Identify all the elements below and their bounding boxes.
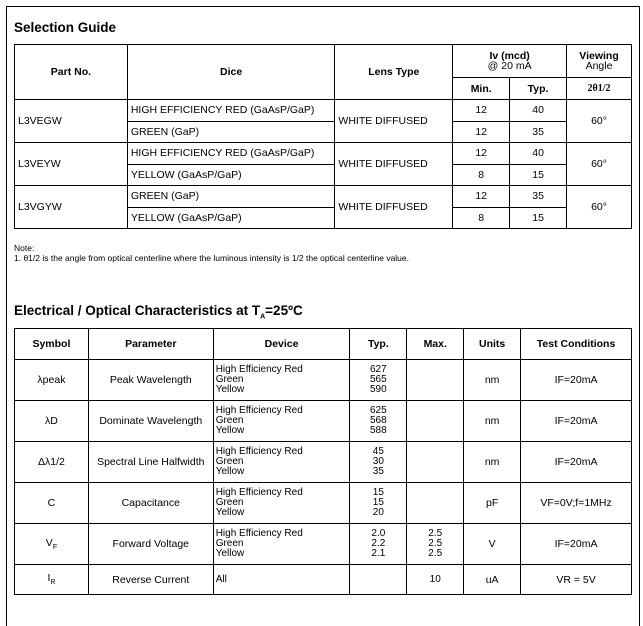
test-conditions-cell: IF=20mA <box>521 524 632 565</box>
parameter-cell: Spectral Line Halfwidth <box>88 442 213 483</box>
device-cell <box>213 360 350 401</box>
typ-value: 2.0 <box>371 528 386 539</box>
header-parameter: Parameter <box>88 329 213 360</box>
header-symbol: Symbol <box>15 329 89 360</box>
selection-row <box>15 143 632 165</box>
device-line: High Efficiency Red <box>215 487 303 498</box>
test-conditions-cell: IF=20mA <box>521 401 632 442</box>
header-part-no: Part No. <box>15 45 128 100</box>
parameter-cell: Capacitance <box>88 483 213 524</box>
viewing-angle-cell: 60° <box>567 100 632 143</box>
header-max: Max. <box>407 329 464 360</box>
header-min: Min. <box>453 78 510 100</box>
electrical-row <box>15 442 632 483</box>
note-text: 1. θ1/2 is the angle from optical centerline where the luminous intensity is 1/2 the optical centerline value. <box>14 253 410 263</box>
device-line: Yellow <box>215 466 245 477</box>
typ-cell <box>350 483 407 524</box>
header-typ: Typ. <box>350 329 407 360</box>
note-label: Note: <box>14 243 35 253</box>
symbol-text: λpeak <box>37 374 66 386</box>
selection-row <box>15 186 632 208</box>
device-line: Yellow <box>215 548 245 559</box>
header-viewing-line1: Viewing <box>579 50 619 62</box>
iv-min-cell: 12 <box>453 186 510 208</box>
typ-value: 588 <box>370 425 387 436</box>
viewing-angle-cell: 60° <box>567 186 632 229</box>
device-line: High Efficiency Red <box>215 364 303 375</box>
max-value: 10 <box>429 573 441 585</box>
symbol-text: λD <box>45 415 58 427</box>
units-cell: nm <box>464 442 521 483</box>
selection-row <box>15 100 632 122</box>
symbol-subscript: R <box>50 579 56 587</box>
electrical-row <box>15 483 632 524</box>
device-line: Yellow <box>215 507 245 518</box>
typ-value: 45 <box>372 446 384 457</box>
device-line: Green <box>215 415 244 426</box>
part-number-cell: L3VEGW <box>15 100 128 143</box>
device-line: High Efficiency Red <box>215 446 303 457</box>
header-iv-line1: Iv (mcd) <box>489 50 530 62</box>
iv-typ-cell: 40 <box>510 143 567 165</box>
dice-cell: GREEN (GaP) <box>127 186 335 208</box>
typ-value: 15 <box>372 497 384 508</box>
symbol-cell <box>15 565 89 595</box>
symbol-cell <box>15 483 89 524</box>
electrical-row <box>15 360 632 401</box>
lens-type-cell: WHITE DIFFUSED <box>335 186 453 229</box>
units-cell: V <box>464 524 521 565</box>
device-cell <box>213 524 350 565</box>
test-conditions-cell: VR = 5V <box>521 565 632 595</box>
iv-typ-cell: 35 <box>510 186 567 208</box>
header-device: Device <box>213 329 350 360</box>
electrical-row <box>15 565 632 595</box>
typ-value: 15 <box>372 487 384 498</box>
header-viewing <box>567 45 632 78</box>
selection-guide-table <box>14 44 632 229</box>
header-units: Units <box>464 329 521 360</box>
typ-value: 590 <box>370 384 387 395</box>
device-line: All <box>215 573 227 585</box>
test-conditions-cell: IF=20mA <box>521 360 632 401</box>
iv-min-cell: 8 <box>453 164 510 186</box>
dice-cell: HIGH EFFICIENCY RED (GaAsP/GaP) <box>127 100 335 122</box>
max-cell <box>407 360 464 401</box>
electrical-row <box>15 401 632 442</box>
selection-guide-title: Selection Guide <box>14 20 117 35</box>
part-number-cell: L3VGYW <box>15 186 128 229</box>
electrical-title-sub: A <box>260 313 266 321</box>
selection-note <box>14 243 409 263</box>
typ-value: 627 <box>370 364 387 375</box>
test-conditions-cell: IF=20mA <box>521 442 632 483</box>
test-conditions-cell: VF=0V;f=1MHz <box>521 483 632 524</box>
parameter-cell: Reverse Current <box>88 565 213 595</box>
header-viewing-line2: Angle <box>585 60 613 72</box>
device-line: Green <box>215 538 244 549</box>
iv-min-cell: 12 <box>453 121 510 143</box>
typ-value: 2.1 <box>371 548 386 559</box>
max-value: 2.5 <box>428 528 443 539</box>
max-cell <box>407 565 464 595</box>
device-line: Green <box>215 497 244 508</box>
parameter-cell: Forward Voltage <box>88 524 213 565</box>
device-cell <box>213 483 350 524</box>
header-typ: Typ. <box>510 78 567 100</box>
symbol-text: C <box>47 497 56 509</box>
header-lens-type: Lens Type <box>335 45 453 100</box>
lens-type-cell: WHITE DIFFUSED <box>335 143 453 186</box>
viewing-angle-cell: 60° <box>567 143 632 186</box>
parameter-cell: Dominate Wavelength <box>88 401 213 442</box>
symbol-cell <box>15 524 89 565</box>
units-cell: nm <box>464 360 521 401</box>
iv-typ-cell: 15 <box>510 164 567 186</box>
header-iv-line2: @ 20 mA <box>487 60 532 72</box>
max-cell <box>407 401 464 442</box>
max-value: 2.5 <box>428 538 443 549</box>
device-line: High Efficiency Red <box>215 528 303 539</box>
dice-cell: YELLOW (GaAsP/GaP) <box>127 164 335 186</box>
symbol-text: Δλ1/2 <box>38 456 65 468</box>
electrical-title-main: Electrical / Optical Characteristics at T <box>14 303 261 318</box>
max-cell <box>407 442 464 483</box>
typ-cell <box>350 360 407 401</box>
device-cell <box>213 565 350 595</box>
typ-value: 625 <box>370 405 387 416</box>
typ-value: 568 <box>370 415 387 426</box>
typ-value: 30 <box>372 456 384 467</box>
dice-cell: YELLOW (GaAsP/GaP) <box>127 207 335 229</box>
iv-min-cell: 12 <box>453 100 510 122</box>
symbol-cell <box>15 442 89 483</box>
device-cell <box>213 401 350 442</box>
typ-cell <box>350 401 407 442</box>
max-cell <box>407 524 464 565</box>
typ-cell <box>350 524 407 565</box>
max-cell <box>407 483 464 524</box>
device-line: High Efficiency Red <box>215 405 303 416</box>
device-line: Yellow <box>215 384 245 395</box>
typ-value: 565 <box>370 374 387 385</box>
units-cell: nm <box>464 401 521 442</box>
typ-value: 2.2 <box>371 538 386 549</box>
iv-typ-cell: 35 <box>510 121 567 143</box>
units-cell: uA <box>464 565 521 595</box>
iv-min-cell: 8 <box>453 207 510 229</box>
max-value: 2.5 <box>428 548 443 559</box>
symbol-text: V <box>45 536 53 549</box>
typ-value: 20 <box>372 507 384 518</box>
part-number-cell: L3VEYW <box>15 143 128 186</box>
header-test-conditions: Test Conditions <box>521 329 632 360</box>
dice-cell: GREEN (GaP) <box>127 121 335 143</box>
device-line: Green <box>215 456 244 467</box>
header-angle-unit: 2θ1/2 <box>567 78 632 100</box>
header-dice: Dice <box>127 45 335 100</box>
lens-type-cell: WHITE DIFFUSED <box>335 100 453 143</box>
device-line: Yellow <box>215 425 245 436</box>
symbol-text: I <box>47 572 51 585</box>
parameter-cell: Peak Wavelength <box>88 360 213 401</box>
dice-cell: HIGH EFFICIENCY RED (GaAsP/GaP) <box>127 143 335 165</box>
electrical-title-end: =25ºC <box>265 303 303 318</box>
typ-value: 35 <box>372 466 384 477</box>
iv-min-cell: 12 <box>453 143 510 165</box>
device-cell <box>213 442 350 483</box>
electrical-row <box>15 524 632 565</box>
electrical-title <box>14 303 303 321</box>
iv-typ-cell: 40 <box>510 100 567 122</box>
units-cell: pF <box>464 483 521 524</box>
typ-cell <box>350 565 407 595</box>
device-line: Green <box>215 374 244 385</box>
electrical-table <box>14 328 632 595</box>
symbol-cell <box>15 360 89 401</box>
symbol-cell <box>15 401 89 442</box>
iv-typ-cell: 15 <box>510 207 567 229</box>
typ-cell <box>350 442 407 483</box>
symbol-subscript: F <box>52 544 58 552</box>
header-iv <box>453 45 567 78</box>
